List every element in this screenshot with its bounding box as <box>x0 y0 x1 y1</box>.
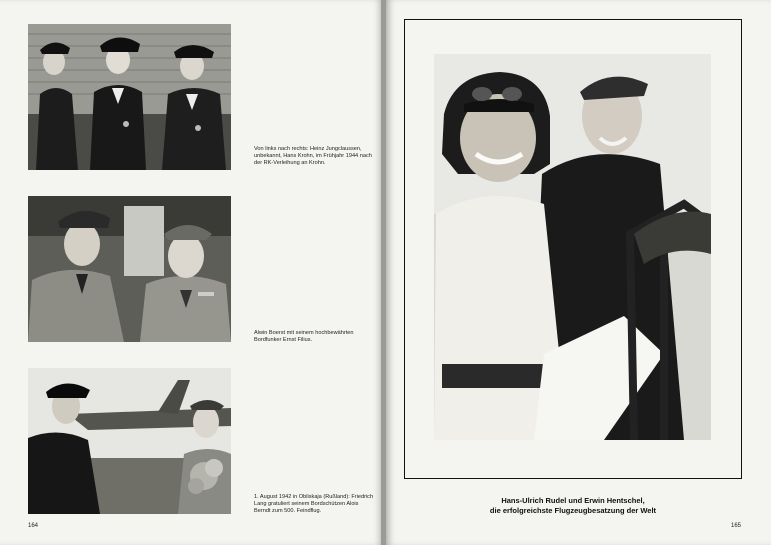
photo3-caption: 1. August 1942 in Obliskaja (Rußland): Friedrich Lang gratuliert seinem Bordschützen Alois Berndt zum 500. Feindflug. <box>254 494 374 514</box>
page-number-right: 165 <box>731 523 742 529</box>
caption-line-2: die erfolgreichste Flugzeugbesatzung der Welt <box>489 505 657 515</box>
page-number-left: 164 <box>28 523 39 529</box>
photo1-caption: Von links nach rechts: Heinz Jungclaussen, unbekannt, Hans Krohn, im Frühjahr 1944 nach der RK-Verleihung an Krohn. <box>254 146 372 166</box>
photo-rudel-hentschel <box>434 54 711 440</box>
left-page <box>0 0 383 545</box>
photo-three-officers <box>28 24 231 170</box>
photo-two-officers <box>28 196 231 342</box>
photo-airfield <box>28 368 231 514</box>
main-photo-caption <box>404 496 742 515</box>
caption-line-1: Hans-Ulrich Rudel und Erwin Hentschel, <box>501 496 645 505</box>
photo2-caption: Alwin Boerst mit seinem hochbewährten Bordfunker Ernst Filius. <box>254 330 354 343</box>
